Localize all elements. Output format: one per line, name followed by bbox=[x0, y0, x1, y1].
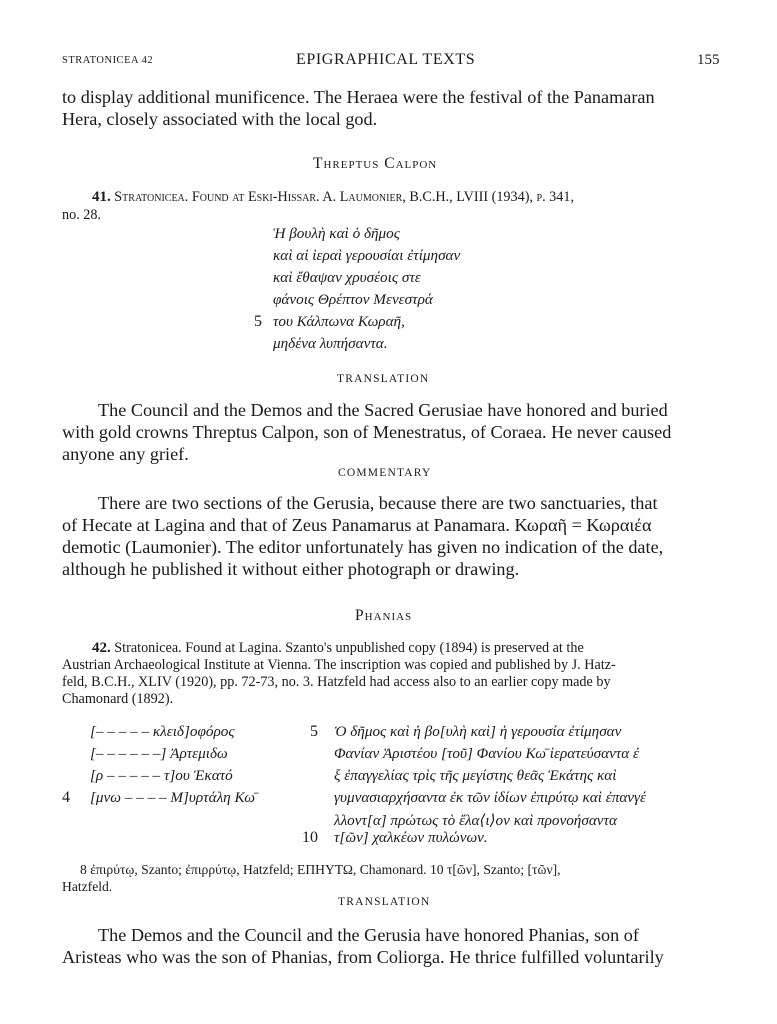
intro-line-2: Hera, closely associated with the local god. bbox=[62, 109, 378, 129]
greek-line: του Κάλπωνα Κωραῆ, bbox=[273, 313, 405, 330]
entry41-translation-line: anyone any grief. bbox=[62, 444, 189, 464]
greek-line: καὶ αἱ ἱεραὶ γερουσίαι ἐτίμησαν bbox=[273, 247, 461, 264]
line-number: 4 bbox=[62, 789, 70, 806]
entry42-number: 42. bbox=[92, 640, 111, 656]
running-head-title: EPIGRAPHICAL TEXTS bbox=[296, 51, 476, 68]
entry41-citation-2: no. 28. bbox=[62, 207, 102, 223]
entry41-number: 41. bbox=[92, 189, 111, 205]
intro-line-1: to display additional munificence. The Heraea were the festival of the Panamaran bbox=[62, 87, 655, 107]
greek-line: γυμνασιαρχήσαντα ἐκ τῶν ἰδίων ἐπιρύτῳ καὶ ἐπανγέ bbox=[334, 789, 646, 806]
greek-line: Ἡ βουλὴ καὶ ὁ δῆμος bbox=[273, 225, 400, 242]
entry41-heading bbox=[92, 189, 574, 206]
apparatus-note: Hatzfeld. bbox=[62, 879, 113, 894]
entry41-translation-line: with gold crowns Threptus Calpon, son of Menestratus, of Coraea. He never caused bbox=[62, 422, 672, 442]
page-number: 155 bbox=[697, 52, 720, 68]
greek-line: [– – – – – κλειδ]οφόρος bbox=[90, 723, 235, 740]
greek-line: ξ ἐπαγγελίας τρὶς τῆς μεγίστης θεᾶς Ἑκάτης καὶ bbox=[334, 767, 617, 784]
entry41-translation-label: TRANSLATION bbox=[337, 373, 430, 385]
line-number: 10 bbox=[302, 829, 318, 846]
entry42-citation-line: feld, B.C.H., XLIV (1920), pp. 72-73, no. 3. Hatzfeld had access also to an earlier copy made by bbox=[62, 674, 611, 690]
entry42-translation-label: TRANSLATION bbox=[338, 896, 431, 908]
entry42-translation-line: Aristeas who was the son of Phanias, from Coliorga. He thrice fulfilled voluntarily bbox=[62, 947, 664, 967]
entry41-commentary-label: COMMENTARY bbox=[338, 467, 432, 479]
greek-line: τ[ῶν] χαλκέων πυλώνων. bbox=[334, 829, 488, 846]
line-number: 5 bbox=[310, 723, 318, 740]
entry41-commentary-line: There are two sections of the Gerusia, because there are two sanctuaries, that bbox=[98, 493, 658, 513]
greek-line: μηδένα λυπήσαντα. bbox=[273, 335, 388, 352]
entry41-translation-line: The Council and the Demos and the Sacred Gerusiae have honored and buried bbox=[98, 400, 668, 420]
line-number: 5 bbox=[254, 313, 262, 330]
entry41-citation: Stratonicea. Found at Eski-Hissar. A. Laumonier, B.C.H., LVIII (1934), p. 341, bbox=[114, 189, 574, 205]
greek-line: φάνοις Θρέπτον Μενεστρά bbox=[273, 291, 433, 308]
entry42-heading bbox=[92, 640, 584, 657]
entry42-citation: Stratonicea. Found at Lagina. Szanto's unpublished copy (1894) is preserved at the bbox=[114, 640, 584, 656]
greek-line: λλοντ[α] πρώτως τὸ ἔλα⟨ι⟩ον καὶ προνοήσαντα bbox=[334, 812, 617, 829]
greek-line: Φανίαν Ἀριστέου [τοῦ] Φανίου Κω̄ ἱερατεύσαντα ἐ bbox=[334, 745, 639, 762]
greek-line: [ρ – – – – – τ]ου Ἑκατό bbox=[90, 767, 233, 784]
entry41-commentary-line: although he published it without either photograph or drawing. bbox=[62, 559, 520, 579]
greek-line: [– – – – – –] Ἀρτεμιδω bbox=[90, 745, 228, 762]
entry42-translation-line: The Demos and the Council and the Gerusia have honored Phanias, son of bbox=[98, 925, 639, 945]
running-head-left: STRATONICEA 42 bbox=[62, 55, 154, 66]
entry42-citation-line: Austrian Archaeological Institute at Vienna. The inscription was copied and published by J. Hatz- bbox=[62, 657, 616, 673]
entry42-title: Phanias bbox=[355, 607, 413, 624]
greek-line: [μνω – – – – Μ]υρτάλη Κω̄ bbox=[90, 789, 255, 806]
apparatus-note: 8 ἐπιρύτῳ, Szanto; ἐπιρρύτῳ, Hatzfeld; ΕΠΗΥΤΩ, Chamonard. 10 τ[ῶν], Szanto; [τῶν], bbox=[80, 862, 561, 877]
entry41-commentary-line: demotic (Laumonier). The editor unfortunately has given no indication of the date, bbox=[62, 537, 664, 557]
entry41-title: Threptus Calpon bbox=[313, 155, 438, 172]
entry42-citation-line: Chamonard (1892). bbox=[62, 691, 174, 707]
entry41-commentary-line: of Hecate at Lagina and that of Zeus Panamarus at Panamara. Κωραῆ = Κωραιέα bbox=[62, 515, 652, 535]
greek-line: Ὁ δῆμος καὶ ἡ βο[υλὴ καὶ] ἡ γερουσία ἐτίμησαν bbox=[334, 723, 622, 740]
greek-line: καὶ ἔθαψαν χρυσέοις στε bbox=[273, 269, 421, 286]
